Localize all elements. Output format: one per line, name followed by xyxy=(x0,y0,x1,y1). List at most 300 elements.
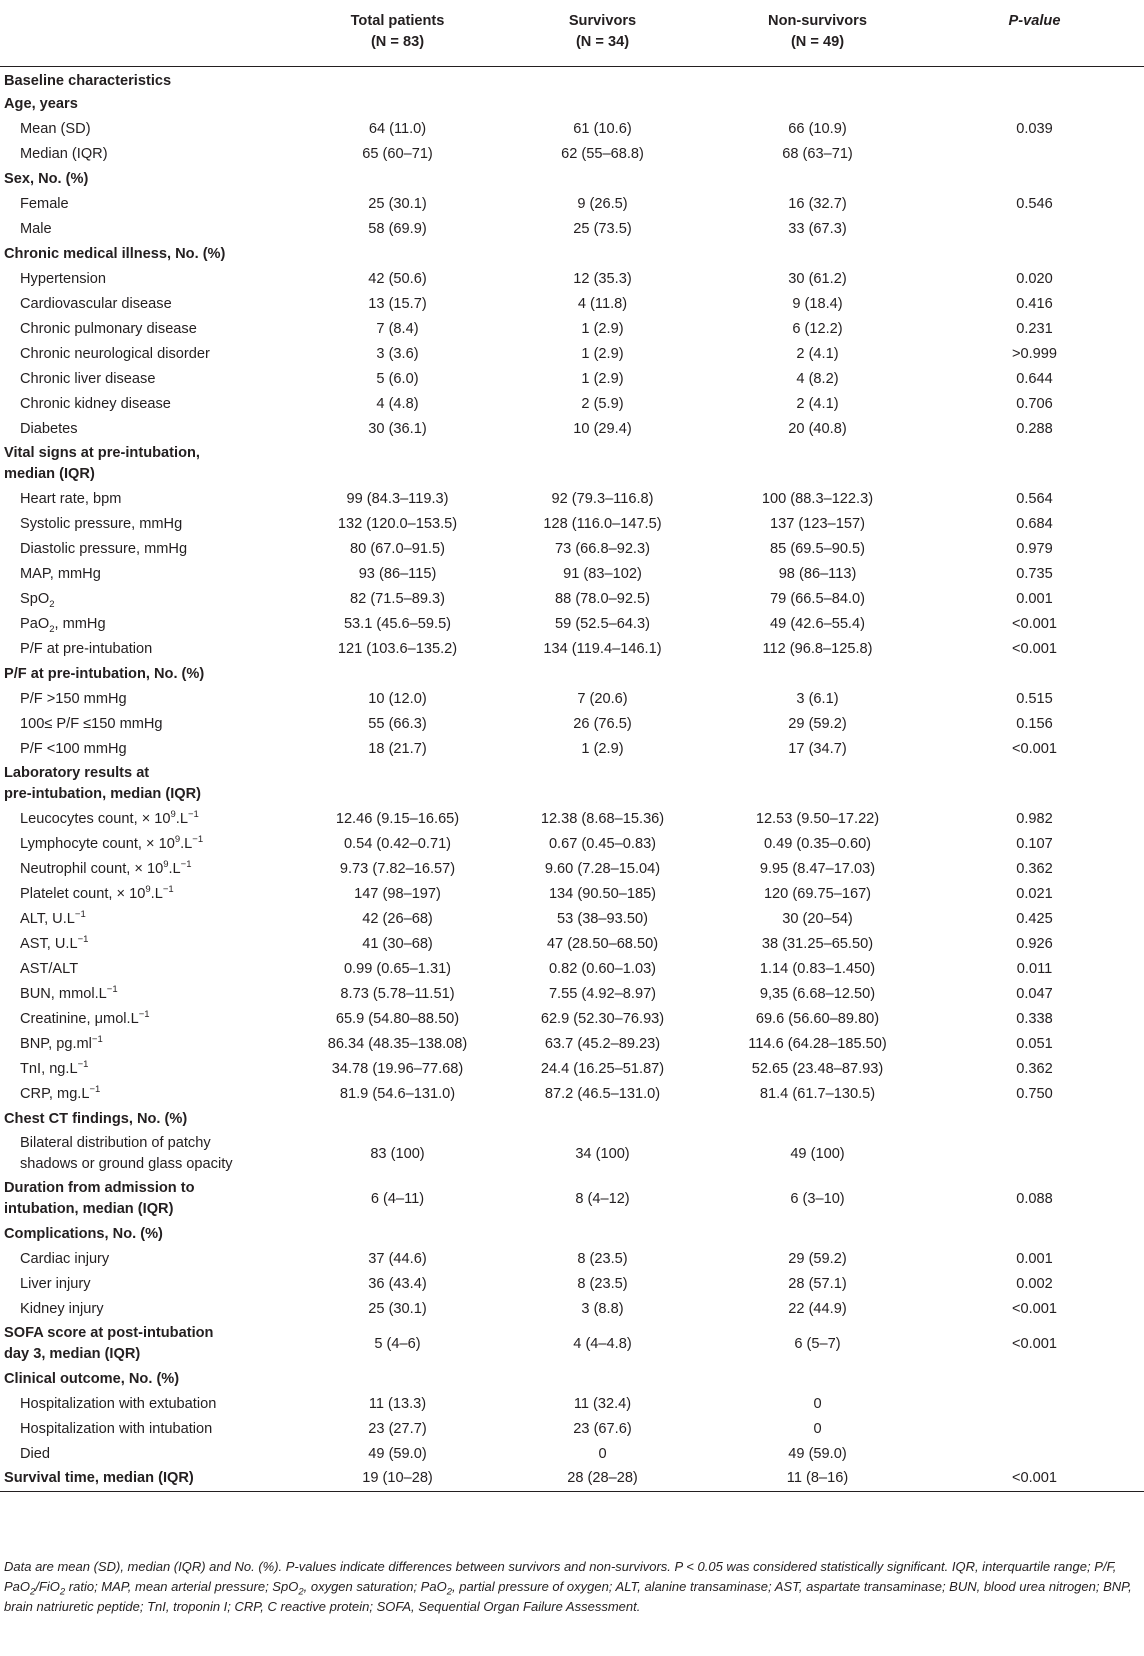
cell-total: 93 (86–115) xyxy=(358,565,437,582)
row-label-text: AST, U.L xyxy=(20,935,78,952)
row-label xyxy=(0,142,300,167)
cell-survivors xyxy=(495,167,710,192)
cell-survivors: 26 (76.5) xyxy=(573,715,632,732)
row-label xyxy=(0,1392,300,1417)
row-label xyxy=(0,1222,300,1247)
row-label xyxy=(0,957,300,982)
cell-total: 25 (30.1) xyxy=(368,195,427,212)
cell-p-value xyxy=(925,66,1144,92)
cell-p-value: 0.644 xyxy=(1016,370,1053,387)
row-label xyxy=(0,712,300,737)
cell-non-survivors: 69.6 (56.60–89.80) xyxy=(755,1010,880,1027)
row-label-text: Diastolic pressure, mmHg xyxy=(20,540,188,557)
row-label-superscript: 9 xyxy=(163,858,169,870)
table-section-row xyxy=(0,1467,1144,1492)
table-section-row xyxy=(0,762,1144,807)
cell-p-value xyxy=(925,1222,1144,1247)
cell-survivors xyxy=(495,66,710,92)
cell-p-value: 0.338 xyxy=(1016,1010,1053,1027)
row-label xyxy=(0,92,300,117)
cell-non-survivors: 6 (5–7) xyxy=(794,1335,841,1352)
table-row xyxy=(0,932,1144,957)
table-section-row xyxy=(0,1222,1144,1247)
cell-non-survivors xyxy=(710,762,925,807)
cell-p-value: 0.107 xyxy=(1016,835,1053,852)
table-section-row xyxy=(0,167,1144,192)
row-label xyxy=(0,762,300,807)
header-survivors xyxy=(495,0,710,66)
row-label-text: Duration from admission to xyxy=(4,1180,195,1196)
header-total-title: Total patients xyxy=(350,13,445,29)
cell-survivors: 47 (28.50–68.50) xyxy=(546,935,659,952)
cell-total: 42 (50.6) xyxy=(368,270,427,287)
header-p-value-label: P-value xyxy=(1008,13,1061,29)
row-label xyxy=(0,1467,300,1492)
cell-survivors: 24.4 (16.25–51.87) xyxy=(540,1060,665,1077)
cell-non-survivors: 9.95 (8.47–17.03) xyxy=(759,860,876,877)
row-label-superscript: −1 xyxy=(162,883,174,895)
cell-non-survivors xyxy=(710,66,925,92)
cell-survivors: 61 (10.6) xyxy=(573,120,632,137)
cell-total: 30 (36.1) xyxy=(368,420,427,437)
cell-total: 12.46 (9.15–16.65) xyxy=(335,810,460,827)
row-label xyxy=(0,1007,300,1032)
cell-survivors xyxy=(495,1367,710,1392)
row-label xyxy=(0,417,300,442)
cell-survivors: 73 (66.8–92.3) xyxy=(555,540,650,557)
table-row xyxy=(0,637,1144,662)
row-label-text: 100≤ P/F ≤150 mmHg xyxy=(20,715,163,732)
row-label-text: Vital signs at pre-intubation, xyxy=(4,445,200,461)
cell-p-value: <0.001 xyxy=(925,1467,1144,1492)
table-row xyxy=(0,957,1144,982)
cell-non-survivors: 0 xyxy=(813,1420,822,1437)
cell-survivors: 88 (78.0–92.5) xyxy=(555,590,650,607)
cell-survivors: 9 (26.5) xyxy=(577,195,628,212)
row-label-text: PaO xyxy=(20,615,50,632)
cell-survivors: 92 (79.3–116.8) xyxy=(551,490,654,507)
row-label-text: AST/ALT xyxy=(20,960,79,977)
cell-survivors: 53 (38–93.50) xyxy=(557,910,648,927)
cell-non-survivors xyxy=(710,1367,925,1392)
row-label xyxy=(0,687,300,712)
row-label xyxy=(0,117,300,142)
cell-non-survivors: 68 (63–71) xyxy=(782,145,853,162)
row-label xyxy=(0,392,300,417)
cell-non-survivors xyxy=(710,662,925,687)
row-label-text: ALT, U.L xyxy=(20,910,75,927)
cell-survivors: 34 (100) xyxy=(575,1145,630,1162)
table-section-row xyxy=(0,242,1144,267)
cell-total: 132 (120.0–153.5) xyxy=(337,515,458,532)
row-label-suffix: , mmHg xyxy=(54,615,106,632)
cell-total xyxy=(300,66,495,92)
cell-total xyxy=(300,1367,495,1392)
row-label-superscript: −1 xyxy=(138,1008,150,1020)
cell-non-survivors xyxy=(710,442,925,487)
cell-non-survivors: 30 (20–54) xyxy=(782,910,853,927)
row-label-line2: day 3, median (IQR) xyxy=(4,1346,141,1362)
row-label-text: Complications, No. (%) xyxy=(4,1225,163,1242)
cell-total: 25 (30.1) xyxy=(368,1300,427,1317)
table-row xyxy=(0,687,1144,712)
cell-p-value: 0.021 xyxy=(1016,885,1053,902)
row-label-suffix: .L xyxy=(150,885,163,902)
cell-p-value: 0.011 xyxy=(1016,960,1053,977)
cell-p-value: 0.735 xyxy=(1016,565,1053,582)
cell-non-survivors: 28 (57.1) xyxy=(788,1275,847,1292)
cell-survivors: 1 (2.9) xyxy=(581,740,624,757)
row-label-line2: pre-intubation, median (IQR) xyxy=(4,786,202,802)
row-label xyxy=(0,1322,300,1367)
cell-p-value xyxy=(925,1417,1144,1442)
row-label-subscript: 2 xyxy=(49,598,55,610)
cell-p-value: 0.362 xyxy=(1016,1060,1053,1077)
cell-total: 11 (13.3) xyxy=(368,1395,427,1412)
header-label-column xyxy=(0,0,300,66)
cell-non-survivors: 16 (32.7) xyxy=(788,195,847,212)
cell-total: 13 (15.7) xyxy=(368,295,427,312)
cell-survivors xyxy=(495,762,710,807)
cell-non-survivors: 2 (4.1) xyxy=(796,395,839,412)
row-label-text: P/F >150 mmHg xyxy=(20,690,127,707)
cell-non-survivors: 33 (67.3) xyxy=(788,220,847,237)
cell-survivors: 7.55 (4.92–8.97) xyxy=(548,985,657,1002)
cell-p-value xyxy=(925,762,1144,807)
cell-survivors: 62 (55–68.8) xyxy=(561,145,644,162)
row-label-text: Leucocytes count, × 10 xyxy=(20,810,171,827)
cell-survivors: 2 (5.9) xyxy=(581,395,624,412)
cell-p-value: 0.564 xyxy=(1016,490,1053,507)
cell-total xyxy=(300,1222,495,1247)
row-label xyxy=(0,217,300,242)
cell-total xyxy=(300,1107,495,1132)
cell-p-value xyxy=(925,1132,1144,1177)
cell-non-survivors: 2 (4.1) xyxy=(796,345,839,362)
cell-p-value xyxy=(925,662,1144,687)
cell-total: 42 (26–68) xyxy=(362,910,433,927)
cell-p-value: 0.546 xyxy=(1016,195,1053,212)
cell-survivors xyxy=(495,1107,710,1132)
row-label-text: Clinical outcome, No. (%) xyxy=(4,1370,180,1387)
cell-total: 81.9 (54.6–131.0) xyxy=(339,1085,456,1102)
table-row xyxy=(0,117,1144,142)
row-label-superscript: −1 xyxy=(74,908,86,920)
cell-total: 23 (27.7) xyxy=(368,1420,427,1437)
cell-total xyxy=(300,167,495,192)
row-label-text: Chronic liver disease xyxy=(20,370,156,387)
cell-total: 55 (66.3) xyxy=(368,715,427,732)
cell-total: 8.73 (5.78–11.51) xyxy=(340,985,455,1002)
row-label xyxy=(0,537,300,562)
cell-non-survivors: 85 (69.5–90.5) xyxy=(770,540,865,557)
row-label-text: Hospitalization with extubation xyxy=(20,1395,217,1412)
table-row xyxy=(0,982,1144,1007)
row-label-text: Hypertension xyxy=(20,270,106,287)
cell-non-survivors: 52.65 (23.48–87.93) xyxy=(751,1060,884,1077)
cell-total xyxy=(300,242,495,267)
table-row xyxy=(0,1082,1144,1107)
cell-p-value: 0.039 xyxy=(1016,120,1053,137)
table-row xyxy=(0,587,1144,612)
cell-total: 19 (10–28) xyxy=(300,1467,495,1492)
cell-p-value: <0.001 xyxy=(1011,1335,1058,1352)
cell-survivors: 11 (32.4) xyxy=(573,1395,632,1412)
table-row xyxy=(0,367,1144,392)
cell-survivors xyxy=(495,1222,710,1247)
cell-survivors: 23 (67.6) xyxy=(573,1420,632,1437)
cell-non-survivors: 6 (3–10) xyxy=(790,1190,845,1207)
cell-non-survivors: 11 (8–16) xyxy=(710,1467,925,1492)
cell-total: 64 (11.0) xyxy=(368,120,427,137)
table-section-row xyxy=(0,92,1144,117)
cell-p-value xyxy=(925,1392,1144,1417)
row-label-text: P/F <100 mmHg xyxy=(20,740,127,757)
row-label-text: SOFA score at post-intubation xyxy=(4,1325,214,1341)
cell-p-value xyxy=(925,217,1144,242)
cell-survivors: 8 (4–12) xyxy=(575,1190,630,1207)
row-label xyxy=(0,662,300,687)
cell-p-value: 0.416 xyxy=(1016,295,1053,312)
cell-total: 37 (44.6) xyxy=(368,1250,427,1267)
cell-survivors: 91 (83–102) xyxy=(563,565,642,582)
row-label-text: Died xyxy=(20,1445,51,1462)
cell-p-value: <0.001 xyxy=(1011,615,1058,632)
table-row xyxy=(0,807,1144,832)
table-row xyxy=(0,1032,1144,1057)
row-label xyxy=(0,737,300,762)
row-label-line2: intubation, median (IQR) xyxy=(4,1201,174,1217)
table-row xyxy=(0,737,1144,762)
cell-p-value xyxy=(925,1107,1144,1132)
cell-survivors: 8 (23.5) xyxy=(577,1250,628,1267)
cell-total: 86.34 (48.35–138.08) xyxy=(327,1035,468,1052)
row-label-text: Mean (SD) xyxy=(20,120,91,137)
cell-survivors xyxy=(495,662,710,687)
row-label-text: MAP, mmHg xyxy=(20,565,101,582)
header-total-patients xyxy=(300,0,495,66)
cell-survivors: 1 (2.9) xyxy=(581,370,624,387)
footnote-sub: 2 xyxy=(446,1586,452,1598)
row-label-text: Creatinine, μmol.L xyxy=(20,1010,139,1027)
cell-non-survivors: 0.49 (0.35–0.60) xyxy=(763,835,872,852)
cell-p-value: 0.425 xyxy=(1016,910,1053,927)
row-label-text: Female xyxy=(20,195,69,212)
cell-total xyxy=(300,92,495,117)
cell-non-survivors: 1.14 (0.83–1.450) xyxy=(759,960,876,977)
row-label-subscript: 2 xyxy=(49,623,55,635)
cell-p-value: 0.982 xyxy=(1016,810,1053,827)
cell-survivors: 0.82 (0.60–1.03) xyxy=(548,960,657,977)
row-label-text: Chronic neurological disorder xyxy=(20,345,210,362)
row-label-text: Diabetes xyxy=(20,420,78,437)
cell-p-value: 0.750 xyxy=(1016,1085,1053,1102)
cell-survivors: 63.7 (45.2–89.23) xyxy=(544,1035,661,1052)
cell-non-survivors: 17 (34.7) xyxy=(788,740,847,757)
cell-non-survivors: 112 (96.8–125.8) xyxy=(762,640,873,657)
row-label-superscript: −1 xyxy=(180,858,192,870)
row-label-text: Kidney injury xyxy=(20,1300,104,1317)
header-total-n: (N = 83) xyxy=(370,34,425,50)
table-section-row xyxy=(0,1322,1144,1367)
cell-survivors: 59 (52.5–64.3) xyxy=(555,615,650,632)
cell-total: 10 (12.0) xyxy=(368,690,427,707)
row-label-text: Chest CT findings, No. (%) xyxy=(4,1110,188,1127)
row-label-text: P/F at pre-intubation, No. (%) xyxy=(4,665,205,682)
table-row xyxy=(0,417,1144,442)
cell-total: 7 (8.4) xyxy=(376,320,419,337)
row-label xyxy=(0,807,300,832)
row-label xyxy=(0,512,300,537)
table-row xyxy=(0,142,1144,167)
row-label xyxy=(0,637,300,662)
cell-p-value: 0.047 xyxy=(1016,985,1053,1002)
table-row xyxy=(0,512,1144,537)
row-label-text: Hospitalization with intubation xyxy=(20,1420,213,1437)
header-non-survivors-title: Non-survivors xyxy=(768,13,867,29)
table-section-row xyxy=(0,662,1144,687)
row-label-text: Chronic kidney disease xyxy=(20,395,171,412)
cell-p-value xyxy=(925,442,1144,487)
cell-total: 99 (84.3–119.3) xyxy=(346,490,449,507)
row-label-superscript: 9 xyxy=(145,883,151,895)
table-row xyxy=(0,292,1144,317)
cell-p-value: <0.001 xyxy=(1011,740,1058,757)
cell-non-survivors: 22 (44.9) xyxy=(788,1300,847,1317)
row-label xyxy=(0,1057,300,1082)
cell-non-survivors xyxy=(710,167,925,192)
cell-total xyxy=(300,442,495,487)
row-label-superscript: −1 xyxy=(106,983,118,995)
cell-survivors: 0.67 (0.45–0.83) xyxy=(548,835,657,852)
cell-p-value: 0.926 xyxy=(1016,935,1053,952)
row-label-superscript: −1 xyxy=(77,1058,89,1070)
row-label-text: CRP, mg.L xyxy=(20,1085,90,1102)
row-label-line2: shadows or ground glass opacity xyxy=(20,1156,233,1172)
cell-survivors xyxy=(495,92,710,117)
table-row xyxy=(0,342,1144,367)
cell-p-value: 0.231 xyxy=(1016,320,1053,337)
footnote-text: , oxygen saturation; PaO xyxy=(303,1579,447,1594)
row-label xyxy=(0,317,300,342)
row-label-text: Chronic medical illness, No. (%) xyxy=(4,245,226,262)
cell-non-survivors xyxy=(710,242,925,267)
cell-total: 0.54 (0.42–0.71) xyxy=(343,835,452,852)
cell-non-survivors: 49 (59.0) xyxy=(788,1445,847,1462)
table-row xyxy=(0,1007,1144,1032)
cell-non-survivors: 38 (31.25–65.50) xyxy=(761,935,874,952)
row-label xyxy=(0,267,300,292)
row-label-superscript: −1 xyxy=(89,1083,101,1095)
header-p-value xyxy=(925,0,1144,66)
row-label-suffix: .L xyxy=(168,860,181,877)
cell-survivors: 12 (35.3) xyxy=(573,270,632,287)
cell-survivors: 87.2 (46.5–131.0) xyxy=(544,1085,661,1102)
cell-total: 121 (103.6–135.2) xyxy=(337,640,458,657)
row-label-text: Liver injury xyxy=(20,1275,91,1292)
table-section-row xyxy=(0,442,1144,487)
table-row xyxy=(0,857,1144,882)
table-section-row xyxy=(0,1367,1144,1392)
cell-survivors: 10 (29.4) xyxy=(573,420,632,437)
table-row xyxy=(0,1297,1144,1322)
row-label-text: Heart rate, bpm xyxy=(20,490,122,507)
row-label xyxy=(0,562,300,587)
cell-p-value: <0.001 xyxy=(1011,1300,1058,1317)
row-label xyxy=(0,342,300,367)
cell-total: 80 (67.0–91.5) xyxy=(350,540,445,557)
row-label-text: BNP, pg.ml xyxy=(20,1035,92,1052)
row-label-superscript: −1 xyxy=(192,833,204,845)
row-label xyxy=(0,292,300,317)
row-label-text: Sex, No. (%) xyxy=(4,170,89,187)
cell-non-survivors: 9,35 (6.68–12.50) xyxy=(759,985,876,1002)
cell-non-survivors: 100 (88.3–122.3) xyxy=(761,490,874,507)
row-label-superscript: −1 xyxy=(77,933,89,945)
cell-non-survivors: 20 (40.8) xyxy=(788,420,847,437)
footnote-text: Data are mean (SD), median (IQR) and No. (%). P-values indicate differences between survivors and non-survivors. P < 0.05 was considered statistically significant. IQR, interquartile range; P/F, PaO xyxy=(4,1559,1117,1594)
table-row xyxy=(0,832,1144,857)
table-row xyxy=(0,1417,1144,1442)
cell-p-value: 0.362 xyxy=(1016,860,1053,877)
row-label xyxy=(0,192,300,217)
row-label xyxy=(0,1107,300,1132)
row-label-text: Baseline characteristics xyxy=(4,72,172,89)
cell-total: 36 (43.4) xyxy=(368,1275,427,1292)
table-row xyxy=(0,537,1144,562)
cell-survivors: 1 (2.9) xyxy=(581,345,624,362)
cell-total: 5 (6.0) xyxy=(376,370,419,387)
row-label xyxy=(0,587,300,612)
table-section-row xyxy=(0,1107,1144,1132)
cell-survivors: 4 (11.8) xyxy=(577,295,628,312)
footnote-sub: 2 xyxy=(30,1586,36,1598)
cell-survivors: 134 (90.50–185) xyxy=(548,885,657,902)
row-label xyxy=(0,1297,300,1322)
table-row xyxy=(0,1392,1144,1417)
cell-p-value xyxy=(925,142,1144,167)
row-label-text: Systolic pressure, mmHg xyxy=(20,515,183,532)
cell-survivors xyxy=(495,242,710,267)
cell-total: 9.73 (7.82–16.57) xyxy=(339,860,456,877)
header-survivors-title: Survivors xyxy=(568,13,637,29)
row-label-superscript: 9 xyxy=(170,808,176,820)
row-label-text: Chronic pulmonary disease xyxy=(20,320,197,337)
cell-total: 65.9 (54.80–88.50) xyxy=(335,1010,460,1027)
cell-survivors: 134 (119.4–146.1) xyxy=(543,640,662,657)
row-label xyxy=(0,907,300,932)
footnote-sub: 2 xyxy=(59,1586,66,1598)
row-label-text: P/F at pre-intubation xyxy=(20,640,153,657)
cell-non-survivors: 12.53 (9.50–17.22) xyxy=(755,810,880,827)
row-label-line2: median (IQR) xyxy=(4,466,95,482)
row-label-text: Cardiovascular disease xyxy=(20,295,172,312)
row-label xyxy=(0,167,300,192)
row-label-text: Cardiac injury xyxy=(20,1250,110,1267)
row-label-text: Age, years xyxy=(4,95,78,112)
row-label-text: Median (IQR) xyxy=(20,145,108,162)
cell-non-survivors: 66 (10.9) xyxy=(788,120,847,137)
row-label-text: Male xyxy=(20,220,52,237)
cell-total: 3 (3.6) xyxy=(376,345,419,362)
cell-non-survivors: 6 (12.2) xyxy=(792,320,843,337)
row-label xyxy=(0,367,300,392)
row-label xyxy=(0,857,300,882)
cell-non-survivors: 0 xyxy=(813,1395,822,1412)
cell-non-survivors: 79 (66.5–84.0) xyxy=(770,590,865,607)
row-label-superscript: 9 xyxy=(174,833,181,845)
cell-non-survivors: 49 (100) xyxy=(790,1145,845,1162)
